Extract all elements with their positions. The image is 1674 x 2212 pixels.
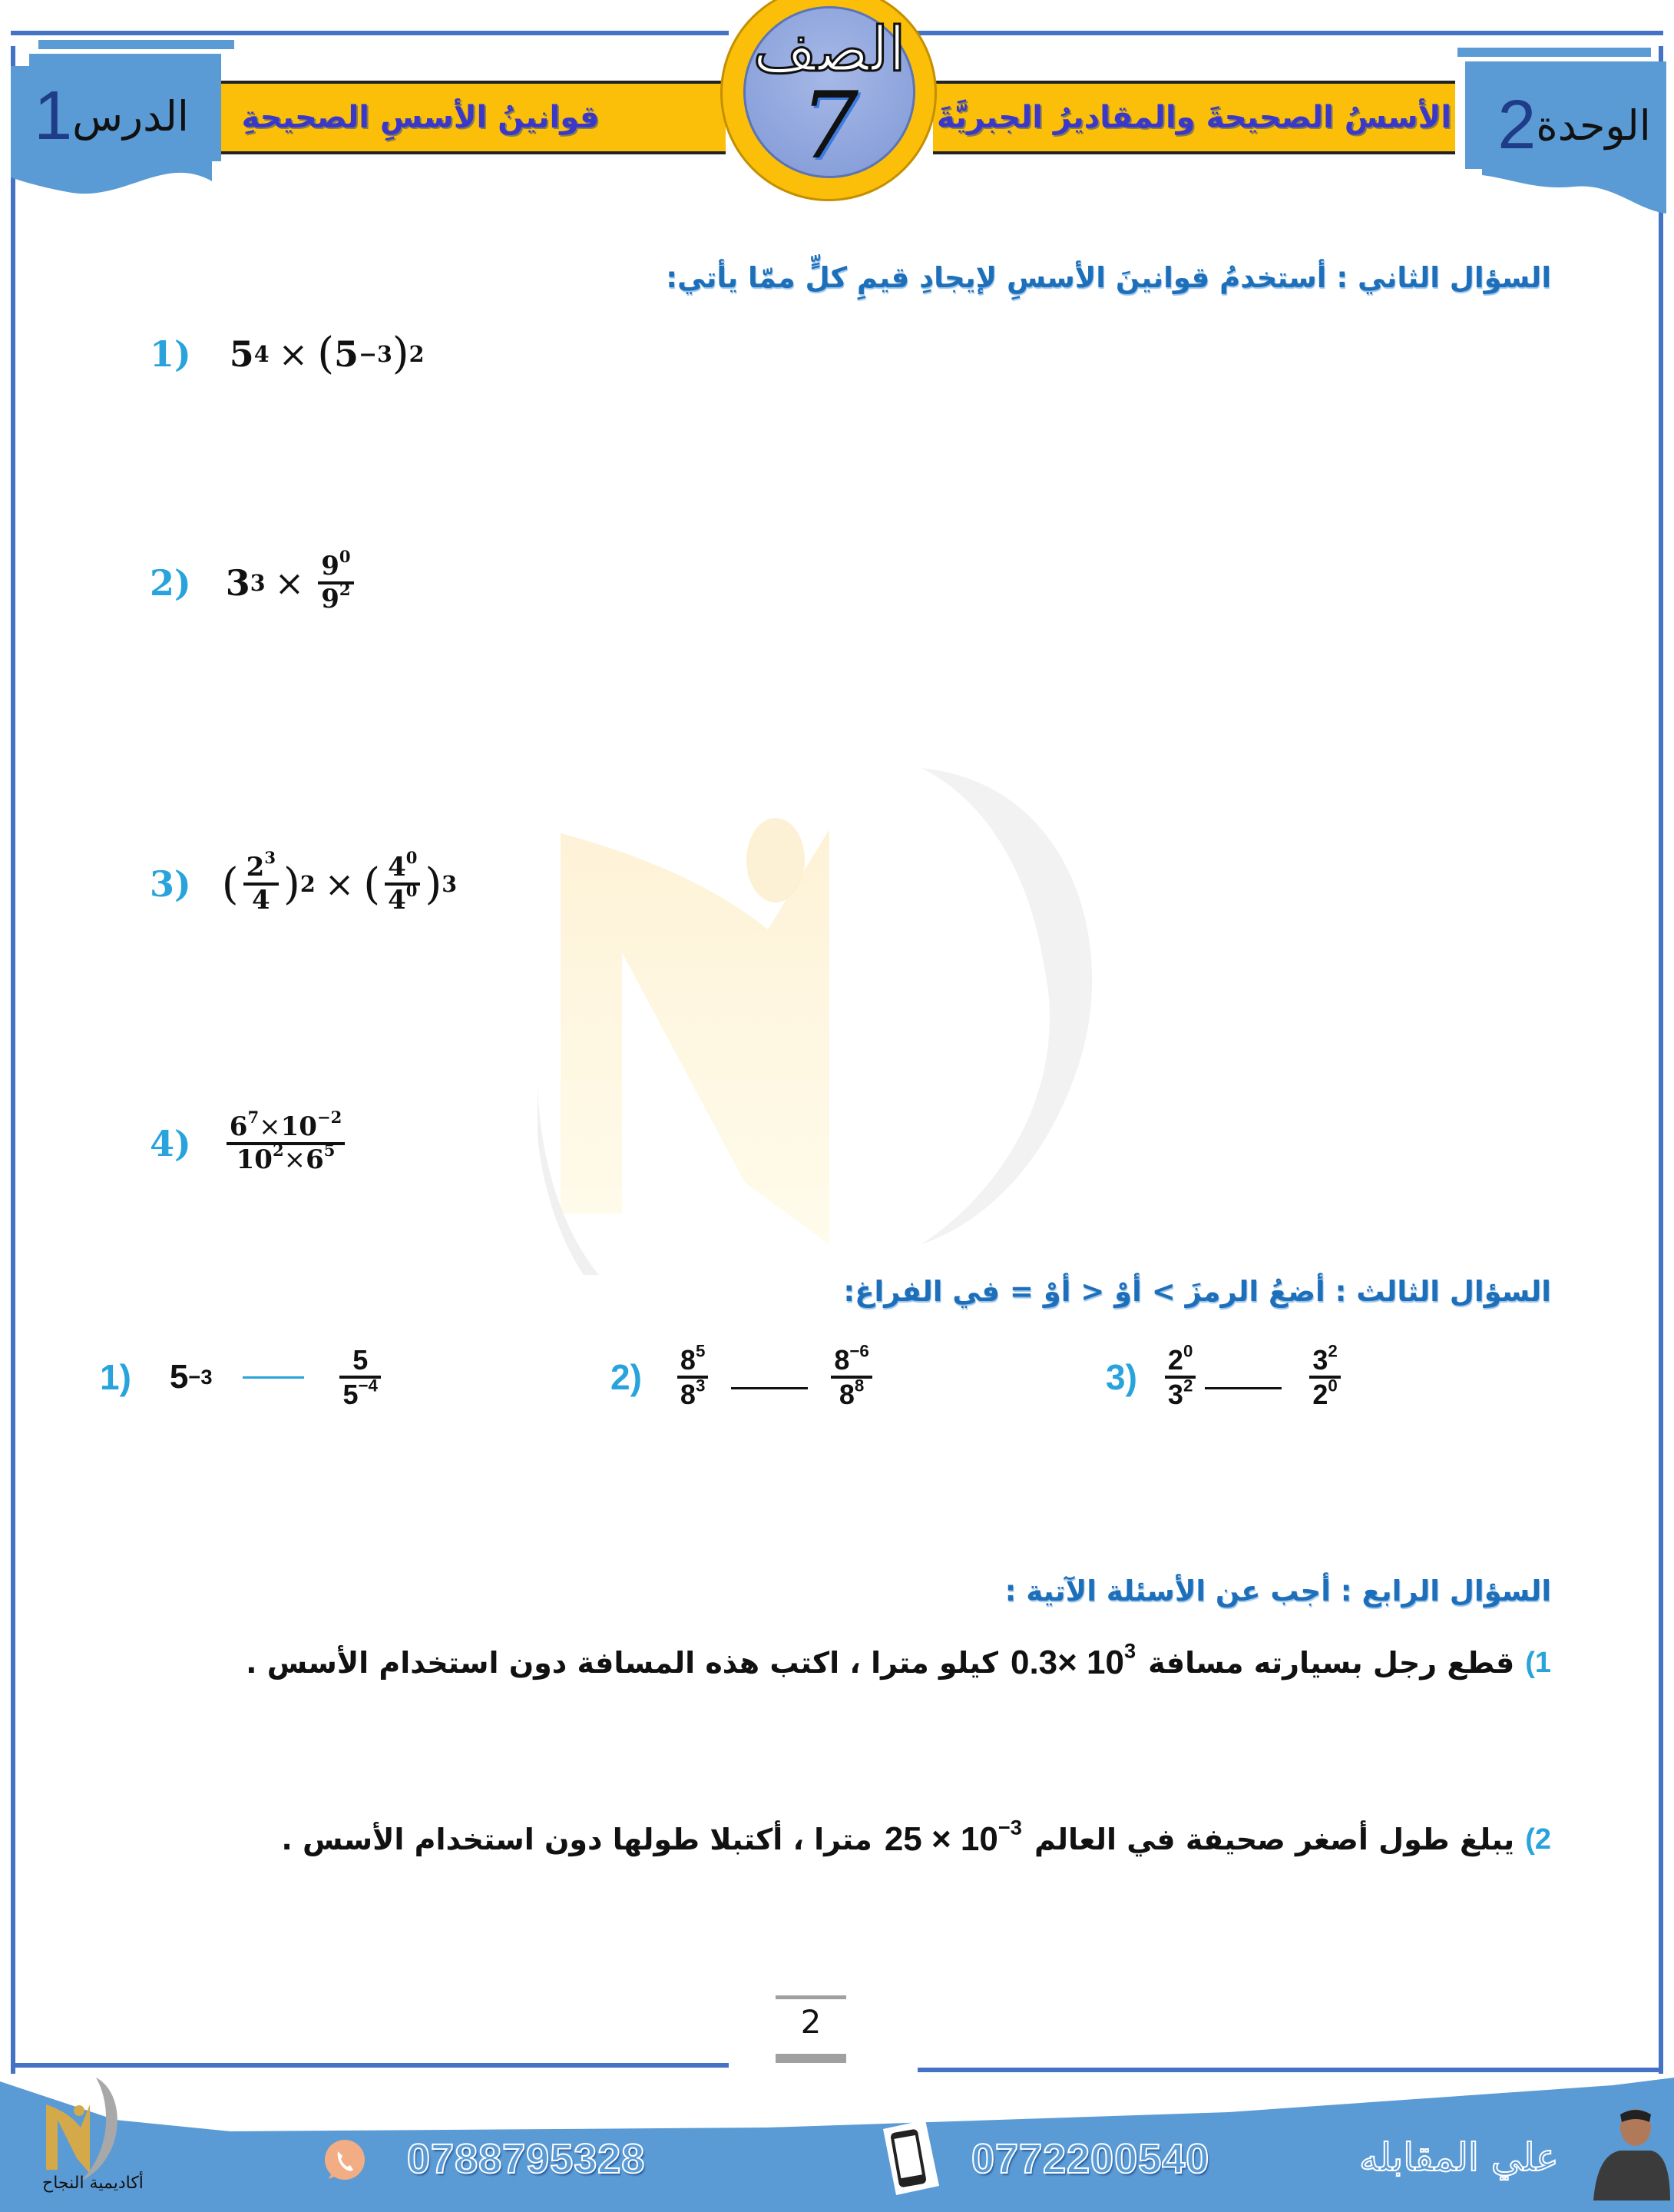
q2-item-1 bbox=[150, 329, 425, 379]
denominator: $5^{-4}$ bbox=[342, 1376, 378, 1411]
denominator: $2^0$ bbox=[1312, 1376, 1338, 1411]
frame-right bbox=[1659, 46, 1663, 2074]
numerator: $4^0$ bbox=[388, 848, 418, 882]
lesson-tab-stack-1 bbox=[38, 40, 234, 49]
lesson-tab bbox=[11, 66, 212, 166]
fraction bbox=[677, 1341, 708, 1411]
academy-logo-icon bbox=[35, 2074, 127, 2189]
unit-title: الأسسُ الصحيحةَ والمقاديرُ الجبريَّةَ bbox=[936, 100, 1452, 135]
lesson-title: قوانينُ الأسسِ الصحيحةِ bbox=[241, 100, 600, 135]
fraction bbox=[227, 1108, 346, 1176]
q4-item-1 bbox=[246, 1638, 1551, 1682]
q2-item-4-expression bbox=[222, 1108, 350, 1176]
fraction bbox=[339, 1344, 380, 1411]
question-4-heading: السؤال الرابع : أجب عن الأسئلة الآتية : bbox=[1004, 1575, 1551, 1608]
grade-badge bbox=[743, 6, 915, 178]
q2-item-1-label: 1) bbox=[150, 333, 191, 375]
frame-bottom-left bbox=[11, 2063, 729, 2068]
grade-label: الصف bbox=[753, 14, 906, 85]
q3-item-2 bbox=[610, 1341, 877, 1411]
numerator: 5 bbox=[352, 1344, 369, 1376]
times-sign: × bbox=[278, 333, 309, 375]
teacher-name: علي المقابله bbox=[1359, 2135, 1559, 2180]
answer-blank[interactable] bbox=[243, 1376, 304, 1379]
q2-item-3 bbox=[150, 848, 458, 916]
frame-top-left bbox=[11, 31, 729, 35]
base: 5 bbox=[229, 333, 254, 375]
unit-tab bbox=[1482, 75, 1666, 175]
close-paren: ) bbox=[283, 859, 300, 909]
open-paren: ( bbox=[221, 859, 239, 909]
frame-left bbox=[11, 46, 15, 2074]
whatsapp-icon bbox=[323, 2139, 367, 2184]
denominator: 4 bbox=[251, 885, 270, 916]
denominator: $9^2$ bbox=[321, 580, 351, 615]
teacher-photo bbox=[1582, 2108, 1670, 2200]
fraction bbox=[1309, 1341, 1340, 1411]
academy-watermark-logo bbox=[538, 753, 1152, 1275]
numerator: $2^3$ bbox=[246, 848, 276, 882]
q2-item-2 bbox=[150, 547, 359, 615]
unit-number: 2 bbox=[1497, 86, 1537, 164]
q3-item-3-expression bbox=[1160, 1341, 1345, 1411]
q3-item-1-label: 1) bbox=[100, 1357, 131, 1398]
close-paren: ) bbox=[392, 329, 409, 379]
numerator: $9^0$ bbox=[321, 547, 351, 581]
question-3-heading: السؤال الثالث : أضعُ الرمزَ > أوْ < أوْ = في الفراغ: bbox=[843, 1275, 1551, 1308]
q3-item-1-expression: 5 −3 $\frac{5}{5^{-4}}$ bbox=[170, 1344, 385, 1411]
close-paren: ) bbox=[425, 859, 442, 909]
fraction bbox=[385, 848, 420, 916]
numerator: $2^0$ bbox=[1167, 1341, 1193, 1376]
page-number-bottom-bar bbox=[776, 2054, 846, 2063]
base: 3 bbox=[225, 562, 250, 604]
unit-tab-stack-1 bbox=[1457, 48, 1651, 57]
denominator: $8^3$ bbox=[680, 1376, 706, 1411]
academy-name: أكاديمية النجاح bbox=[42, 2174, 144, 2193]
q4-item-2-expression: $25 \times 10^{-3}$ bbox=[884, 1815, 1022, 1858]
denominator: $10^2\times 6^5$ bbox=[236, 1141, 336, 1176]
open-paren: ( bbox=[317, 329, 335, 379]
fraction bbox=[1165, 1341, 1196, 1411]
base: 5 bbox=[334, 333, 359, 375]
q2-item-3-label: 3) bbox=[150, 863, 191, 906]
fraction bbox=[243, 848, 279, 916]
denominator: $8^8$ bbox=[839, 1376, 865, 1411]
open-paren: ( bbox=[363, 859, 381, 909]
fraction bbox=[318, 547, 353, 615]
q4-item-1-text-after: كيلو مترا ، اكتب هذه المسافة دون استخدام الأسس . bbox=[246, 1646, 998, 1680]
q4-item-1-expression: $0.3\times 10^3$ bbox=[1010, 1638, 1136, 1681]
frame-bottom-right bbox=[918, 2068, 1663, 2072]
q2-item-4-label: 4) bbox=[150, 1123, 191, 1165]
q4-item-2-label: 2) bbox=[1525, 1823, 1551, 1856]
answer-blank[interactable] bbox=[731, 1387, 808, 1389]
q3-item-1 bbox=[100, 1344, 385, 1411]
q2-item-4 bbox=[150, 1108, 349, 1176]
question-2-heading: السؤال الثاني : أستخدمُ قوانينَ الأسسِ لإيجادِ قيمِ كلٍّ ممّا يأتي: bbox=[666, 261, 1551, 294]
lesson-number: 1 bbox=[34, 77, 73, 154]
fraction bbox=[831, 1341, 872, 1411]
unit-title-banner bbox=[933, 81, 1455, 154]
answer-blank[interactable] bbox=[1205, 1387, 1282, 1389]
q4-item-2 bbox=[281, 1815, 1551, 1859]
q3-item-3 bbox=[1106, 1341, 1345, 1411]
unit-label: الوحدة bbox=[1536, 101, 1651, 150]
denominator: $3^2$ bbox=[1167, 1376, 1193, 1411]
numerator: $8^5$ bbox=[680, 1341, 706, 1376]
q4-item-2-text-after: مترا ، أكتبلا طولها دون استخدام الأسس . bbox=[281, 1823, 872, 1856]
times-sign: × bbox=[324, 863, 355, 906]
grade-number: 7 bbox=[799, 73, 859, 180]
q3-item-2-label: 2) bbox=[610, 1357, 642, 1398]
lesson-label: الدرس bbox=[72, 91, 189, 141]
q4-item-1-text-before: قطع رجل بسيارته مسافة bbox=[1148, 1646, 1515, 1680]
page-number: 2 bbox=[800, 2003, 822, 2041]
numerator: $3^2$ bbox=[1312, 1341, 1338, 1376]
q2-item-2-expression: 3 3 × $\frac{9^0}{9^2}$ bbox=[226, 551, 359, 614]
q4-item-1-label: 1) bbox=[1525, 1646, 1551, 1679]
times-sign: × bbox=[274, 562, 305, 604]
denominator: $4^0$ bbox=[388, 881, 418, 916]
q4-item-2-text-before: يبلغ طول أصغر صحيفة في العالم bbox=[1034, 1823, 1515, 1856]
q2-item-3-expression: ( $\frac{2^3}{4}$ ) 2 × ( $\frac{4^0}{4^0}$ ) 3 bbox=[221, 848, 458, 916]
mobile-number[interactable]: 0772200540 bbox=[971, 2136, 1210, 2182]
q2-item-1-expression: 5 4 × ( 5 −3 ) 2 bbox=[229, 329, 425, 379]
mobile-phone-icon bbox=[879, 2120, 941, 2197]
frame-top-right bbox=[914, 31, 1663, 35]
q3-item-3-label: 3) bbox=[1106, 1357, 1137, 1398]
numerator: $8^{-6}$ bbox=[834, 1341, 869, 1376]
numerator: $6^7\times 10^{-2}$ bbox=[229, 1108, 342, 1142]
page-number-top-bar bbox=[776, 1995, 846, 1999]
q2-item-2-label: 2) bbox=[150, 562, 191, 604]
q3-item-2-expression bbox=[673, 1341, 877, 1411]
whatsapp-number[interactable]: 0788795328 bbox=[407, 2136, 646, 2182]
base: 5 bbox=[169, 1358, 189, 1396]
